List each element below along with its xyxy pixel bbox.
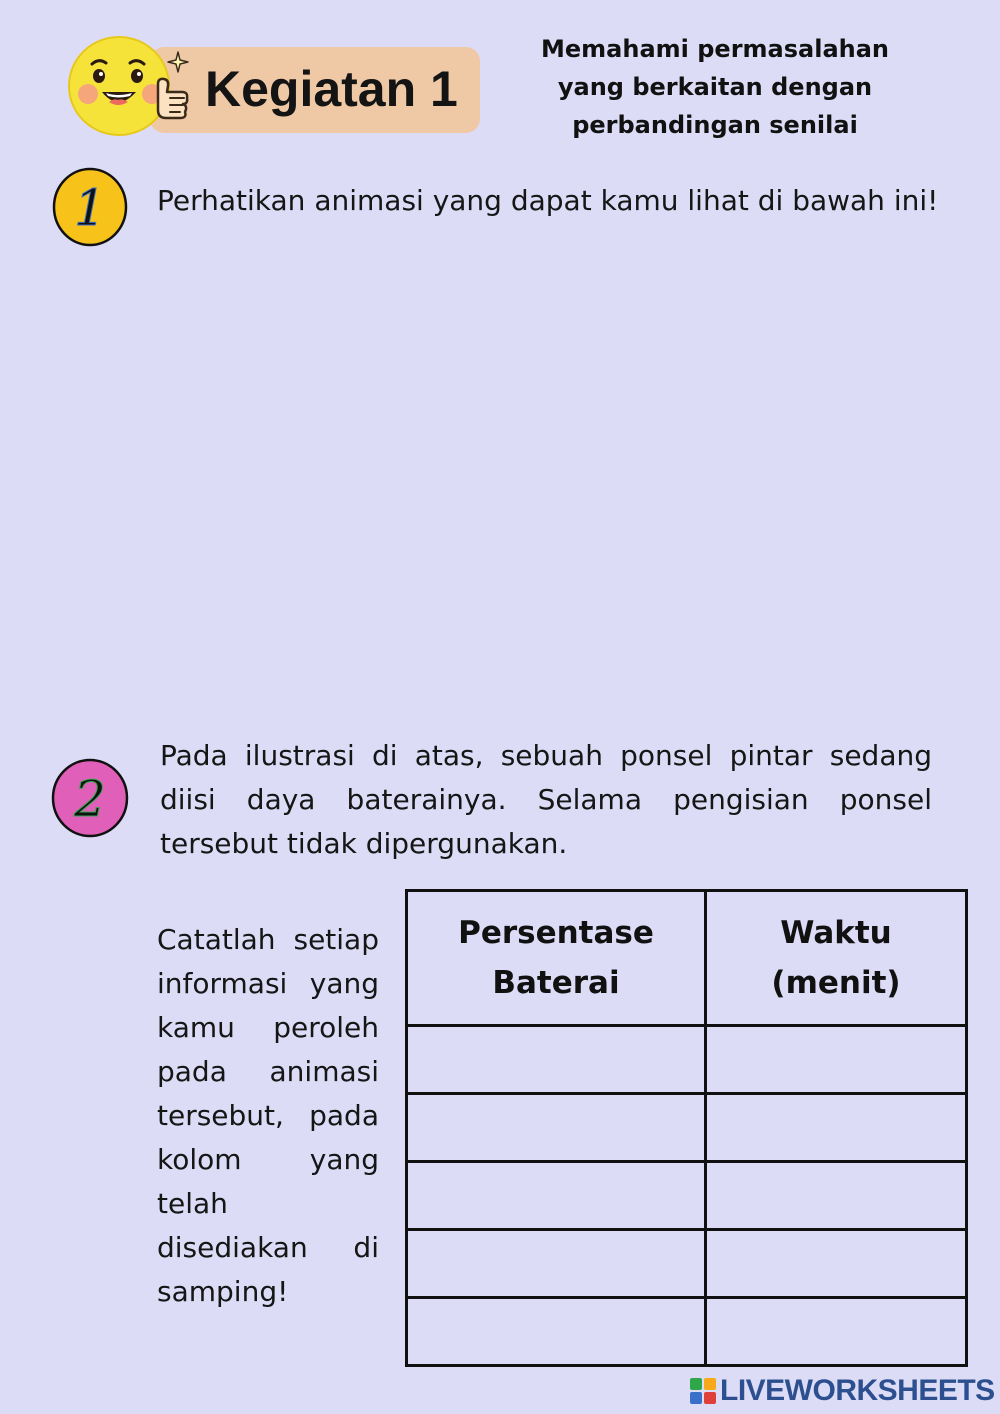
data-table — [405, 889, 968, 1367]
header-line: Waktu — [780, 915, 892, 951]
smiling-thumbs-up-emoji-icon — [66, 34, 196, 138]
table-row — [407, 1094, 967, 1162]
step-number: 1 — [74, 179, 106, 237]
subtitle-line: perbandingan senilai — [572, 111, 858, 139]
time-cell[interactable] — [706, 1298, 967, 1366]
step-number-badge — [50, 752, 130, 838]
table-header-row — [407, 891, 967, 1026]
subtitle-line: Memahami permasalahan — [541, 35, 889, 63]
liveworksheets-logo[interactable] — [690, 1374, 995, 1408]
header-line: Baterai — [492, 965, 620, 1001]
table-row — [407, 1162, 967, 1230]
step-1-instruction: Perhatikan animasi yang dapat kamu lihat di bawah ini! — [157, 184, 939, 217]
step-number: 2 — [74, 770, 106, 828]
page-subtitle — [500, 30, 930, 144]
table-row — [407, 1026, 967, 1094]
header-line: Persentase — [458, 915, 654, 951]
step-number-badge — [50, 163, 130, 249]
time-cell[interactable] — [706, 1162, 967, 1230]
column-header-time — [706, 891, 967, 1026]
time-cell[interactable] — [706, 1094, 967, 1162]
subtitle-line: yang berkaitan dengan — [557, 73, 873, 101]
step-2-description: Pada ilustrasi di atas, sebuah ponsel pintar sedang diisi daya baterainya. Selama pengisian ponsel tersebut tidak dipergunakan. — [160, 739, 932, 860]
time-cell[interactable] — [706, 1230, 967, 1298]
table-instruction: Catatlah setiap informasi yang kamu peroleh pada animasi tersebut, pada kolom yang telah disediakan di samping! — [157, 923, 379, 1308]
table-row — [407, 1230, 967, 1298]
battery-cell[interactable] — [407, 1094, 706, 1162]
battery-cell[interactable] — [407, 1026, 706, 1094]
page-title: Kegiatan 1 — [205, 61, 458, 117]
liveworksheets-logo-icon — [690, 1378, 716, 1404]
table-row — [407, 1298, 967, 1366]
battery-cell[interactable] — [407, 1298, 706, 1366]
time-cell[interactable] — [706, 1026, 967, 1094]
column-header-battery — [407, 891, 706, 1026]
battery-cell[interactable] — [407, 1162, 706, 1230]
battery-cell[interactable] — [407, 1230, 706, 1298]
logo-text: LIVEWORKSHEETS — [720, 1374, 995, 1407]
header-line: (menit) — [771, 965, 901, 1001]
